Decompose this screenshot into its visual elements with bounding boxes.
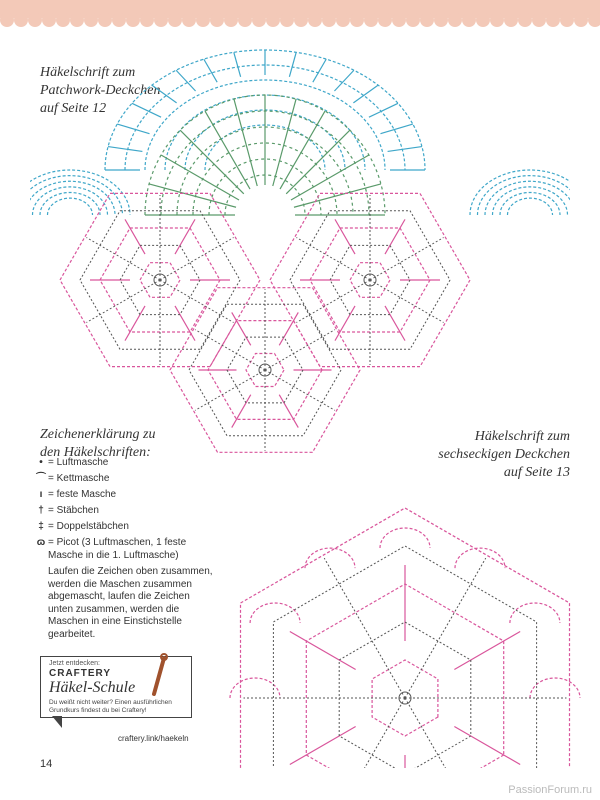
patchwork-chart-title: Häkelschrift zum Patchwork-Deckchen auf Seite 12 — [40, 65, 161, 116]
bar-icon: ı — [39, 489, 43, 500]
legend-note: Laufen die Zeichen oben zusammen, werden die Maschen zusammen abgemascht, laufen die Zeichen unten zusammen, werden die Maschen in eine Einstichstelle gearbeitet. — [48, 566, 213, 640]
legend-row — [34, 520, 214, 533]
patchwork-crochet-chart — [30, 40, 570, 470]
double-cross-icon: ‡ — [38, 521, 44, 532]
hexagon-chart-title: Häkelschrift zum sechseckigen Deckchen auf Seite 13 — [438, 429, 570, 480]
legend-text: = Kettmasche — [48, 473, 110, 484]
arc-icon: ⌒ — [36, 473, 46, 484]
crochet-hook-icon — [148, 652, 170, 696]
watermark: PassionForum.ru — [508, 784, 592, 796]
speech-bubble-tail — [52, 716, 62, 728]
legend-heading: Zeichenerklärung zu den Häkelschriften: — [40, 427, 156, 460]
promo-brand: CRAFTERY — [49, 668, 112, 679]
legend-text: = Luftmasche — [48, 457, 109, 468]
legend-text: = Picot (3 Luftmaschen, 1 feste Masche in die 1. Luftmasche) — [48, 537, 187, 561]
legend-row — [34, 456, 214, 469]
legend-text: = feste Masche — [48, 489, 117, 500]
promo-kicker: Jetzt entdecken: — [49, 660, 100, 667]
promo-school-title: Häkel-Schule — [49, 679, 136, 696]
legend-text: = Doppelstäbchen — [48, 521, 129, 532]
promo-link[interactable]: craftery.link/haekeln — [118, 734, 189, 743]
legend-row — [34, 504, 214, 517]
promo-text: Du weißt nicht weiter? Einen ausführlichen Grundkurs findest du bei Craftery! — [49, 699, 172, 714]
scalloped-top-border — [0, 0, 600, 34]
dot-icon: • — [39, 457, 43, 468]
picot-icon: ɷ — [36, 537, 46, 548]
legend-text: = Stäbchen — [48, 505, 99, 516]
symbol-legend — [34, 456, 214, 641]
legend-row — [34, 536, 214, 562]
page-number: 14 — [40, 758, 53, 770]
cross-icon: † — [38, 505, 44, 516]
legend-row — [34, 472, 214, 485]
legend-row — [34, 488, 214, 501]
hexagon-crochet-chart — [190, 478, 590, 768]
